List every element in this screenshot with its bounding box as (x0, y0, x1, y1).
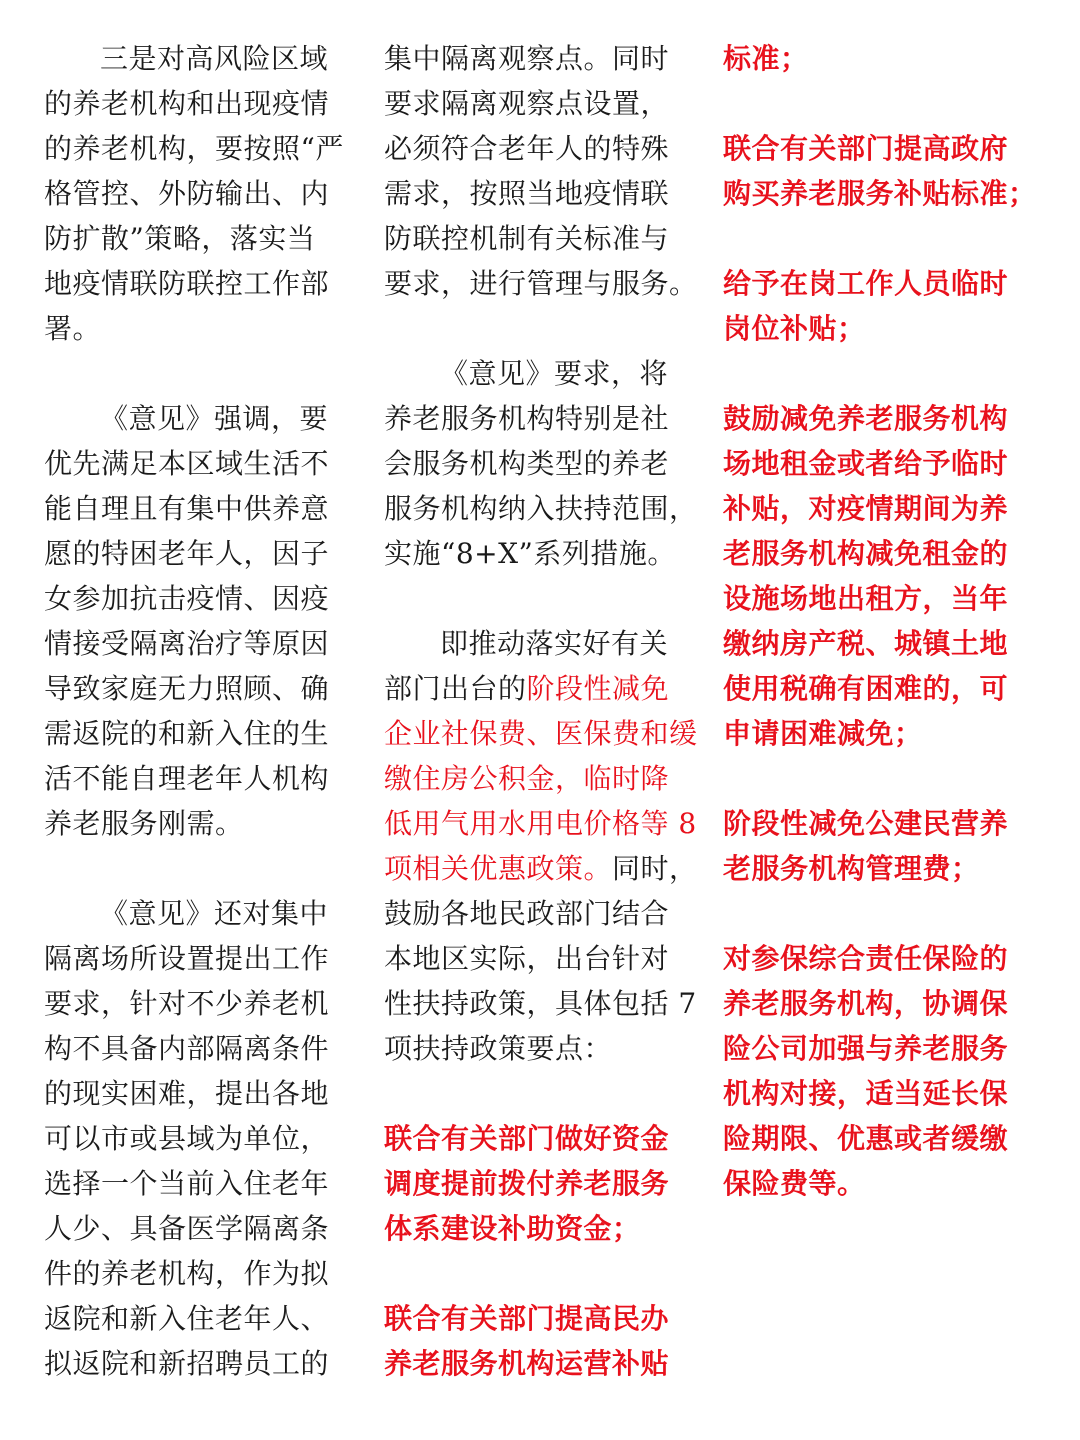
text-line: 联合有关部门提高政府 (723, 132, 1009, 165)
policy-point-7 (723, 936, 1043, 1206)
text-line: 老服务机构减免租金的 (723, 537, 1009, 570)
text-line: 拟返院和新招聘员工的 (44, 1347, 330, 1380)
text-line: 必须符合老年人的特殊 (384, 132, 670, 165)
text-line: 构不具备内部隔离条件 (44, 1032, 330, 1065)
text-line: 购买养老服务补贴标准； (723, 177, 1037, 210)
text-line: 《意见》强调，要 (100, 402, 329, 435)
paragraph-observation (384, 36, 702, 306)
policy-point-3 (723, 126, 1043, 216)
paragraph-8x-measures (384, 351, 702, 576)
text-line: 三是对高风险区域 (100, 42, 329, 75)
text-line: 体系建设补助资金； (384, 1212, 641, 1245)
text-line: 防扩散”策略，落实当 (44, 222, 316, 255)
text-line: 实施“8+X”系列措施。 (384, 537, 676, 570)
text-line: 优先满足本区域生活不 (44, 447, 330, 480)
highlight-line: 企业社保费、医保费和缓 (384, 717, 698, 750)
text-line: 《意见》还对集中 (100, 897, 329, 930)
text-line: 需求，按照当地疫情联 (384, 177, 670, 210)
text-line: 可以市或县域为单位， (44, 1122, 330, 1155)
highlight-text: 项相关优惠政策。 (384, 852, 613, 885)
column-middle (384, 36, 702, 1386)
policy-point-1 (384, 1116, 702, 1251)
highlight-line: 低用气用水用电价格等 8 (384, 807, 697, 840)
text-line: 能自理且有集中供养意 (44, 492, 330, 525)
text-line: 格管控、外防输出、内 (44, 177, 330, 210)
text-line: 本地区实际，出台针对 (384, 942, 670, 975)
text-line: 岗位补贴； (723, 312, 866, 345)
text-line: 导致家庭无力照顾、确 (44, 672, 330, 705)
text-line: 防联控机制有关标准与 (384, 222, 670, 255)
paragraph-priority (44, 396, 340, 846)
text-line: 机构对接，适当延长保 (723, 1077, 1009, 1110)
policy-point-2-continued (723, 36, 1043, 81)
text-line: 的现实困难，提出各地 (44, 1077, 330, 1110)
text-line (384, 846, 702, 891)
text-line: 女参加抗击疫情、因疫 (44, 582, 330, 615)
policy-point-6 (723, 801, 1043, 891)
text-segment: 部门出台的 (384, 672, 527, 705)
text-line: 署。 (44, 312, 102, 345)
text-line: 鼓励减免养老服务机构 (723, 402, 1009, 435)
text-line: 鼓励各地民政部门结合 (384, 897, 670, 930)
text-line: 项扶持政策要点： (384, 1032, 613, 1065)
policy-point-2 (384, 1296, 702, 1386)
text-line: 使用税确有困难的，可 (723, 672, 1009, 705)
text-line: 服务机构纳入扶持范围， (384, 492, 698, 525)
text-line: 件的养老机构，作为拟 (44, 1257, 330, 1290)
text-line: 性扶持政策，具体包括 7 (384, 987, 697, 1020)
column-right (723, 36, 1043, 1206)
text-line: 即推动落实好有关 (440, 627, 669, 660)
text-line: 阶段性减免公建民营养 (723, 807, 1009, 840)
text-line: 对参保综合责任保险的 (723, 942, 1009, 975)
text-line: 选择一个当前入住老年 (44, 1167, 330, 1200)
paragraph-policies (384, 621, 702, 1071)
text-line: 活不能自理老年人机构 (44, 762, 330, 795)
text-line: 要求，进行管理与服务。 (384, 267, 698, 300)
text-line: 联合有关部门提高民办 (384, 1302, 670, 1335)
paragraph-risk-areas (44, 36, 344, 351)
text-line: 养老服务机构特别是社 (384, 402, 670, 435)
text-line: 隔离场所设置提出工作 (44, 942, 330, 975)
text-line: 险期限、优惠或者缓缴 (723, 1122, 1009, 1155)
text-line: 的养老机构，要按照“严 (44, 132, 344, 165)
text-line: 场地租金或者给予临时 (723, 447, 1009, 480)
paragraph-isolation (44, 891, 340, 1386)
policy-point-5 (723, 396, 1043, 756)
column-left (44, 36, 344, 1386)
text-line: 缴纳房产税、城镇土地 (723, 627, 1009, 660)
text-line: 养老服务机构，协调保 (723, 987, 1009, 1020)
text-line: 情接受隔离治疗等原因 (44, 627, 330, 660)
text-line: 养老服务机构运营补贴 (384, 1347, 670, 1380)
text-line: 集中隔离观察点。同时 (384, 42, 670, 75)
text-line: 设施场地出租方，当年 (723, 582, 1009, 615)
text-line: 《意见》要求，将 (440, 357, 669, 390)
text-line: 申请困难减免； (723, 717, 923, 750)
text-line: 的养老机构和出现疫情 (44, 87, 330, 120)
text-line: 地疫情联防联控工作部 (44, 267, 330, 300)
text-line: 会服务机构类型的养老 (384, 447, 670, 480)
text-line: 联合有关部门做好资金 (384, 1122, 670, 1155)
text-line: 险公司加强与养老服务 (723, 1032, 1009, 1065)
text-line: 养老服务刚需。 (44, 807, 244, 840)
text-line (384, 666, 702, 711)
text-line: 补贴，对疫情期间为养 (723, 492, 1009, 525)
text-line: 调度提前拨付养老服务 (384, 1167, 670, 1200)
text-line: 保险费等。 (723, 1167, 866, 1200)
text-line: 老服务机构管理费； (723, 852, 980, 885)
text-line: 要求，针对不少养老机 (44, 987, 330, 1020)
highlight-line: 缴住房公积金，临时降 (384, 762, 670, 795)
text-line: 要求隔离观察点设置， (384, 87, 670, 120)
text-line: 人少、具备医学隔离条 (44, 1212, 330, 1245)
text-line: 愿的特困老年人，因子 (44, 537, 330, 570)
highlight-text: 阶段性减免 (526, 672, 670, 705)
text-line: 给予在岗工作人员临时 (723, 267, 1009, 300)
text-line: 标准； (723, 42, 809, 75)
policy-point-4 (723, 261, 1043, 351)
text-segment: 同时， (612, 852, 698, 885)
text-line: 返院和新入住老年人、 (44, 1302, 330, 1335)
text-line: 需返院的和新入住的生 (44, 717, 330, 750)
